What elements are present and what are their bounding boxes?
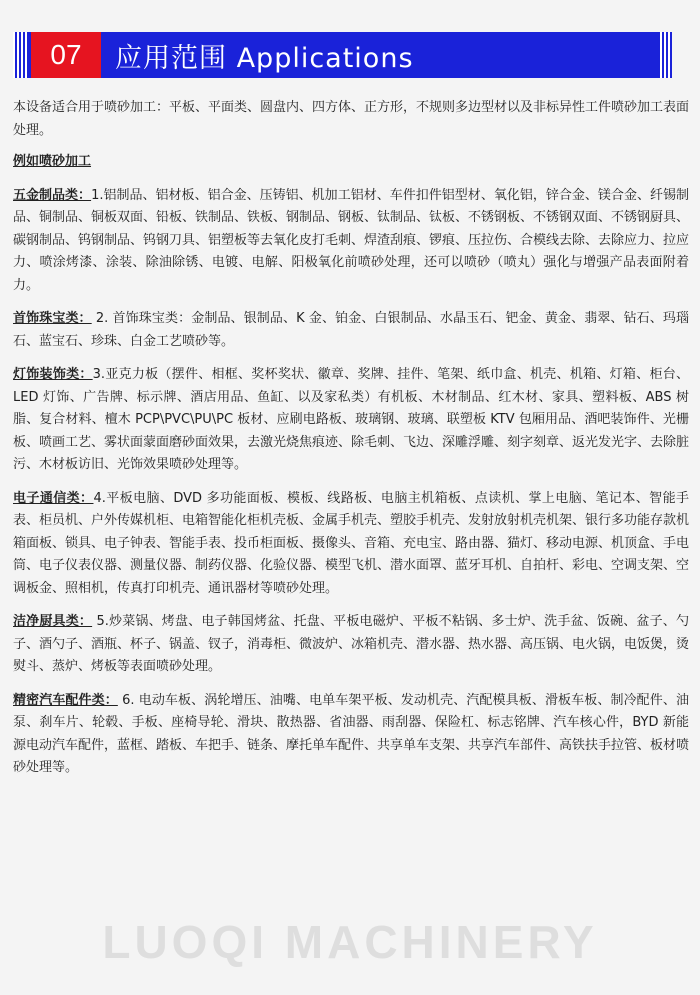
section-auto-parts — [13, 690, 689, 780]
section-hardware — [13, 185, 689, 298]
section-label: 洁净厨具类： — [13, 614, 93, 629]
section-header — [13, 32, 672, 78]
section-text: 5.炒菜锅、烤盘、电子韩国烤盆、托盘、平板电磁炉、平板不粘锅、多士炉、洗手盆、饭碗、盆子、勺子、酒勺子、酒瓶、杯子、锅盖、钗子，消毒柜、微波炉、冰箱机壳、潜水器、热水器、高压锅、电火锅，电饭煲，烫熨斗、蒸炉、烤板等表面喷砂处理。 — [13, 614, 690, 674]
section-label: 灯饰装饰类： — [13, 367, 93, 382]
section-text: 3.亚克力板（摆件、相框、奖杯奖状、徽章、奖牌、挂件、笔架、纸巾盒、机壳、机箱、灯箱、柜台、LED 灯饰、广告牌、标示牌、酒店用品、鱼缸、以及家私类）有机板、木材制品、红木材、家具、塑料板、ABS 树脂、复合材料、檀木 PCP\PVC\PU\PC 板材、应刷电路板、玻璃钢、玻璃、联塑板 KTV 包厢用品、酒吧装饰件、光栅板、喷画工艺、雾状面蒙面磨砂面效果，去激光烧焦痕迹、除毛刺、飞边、深雕浮雕、刻字刻章、返光发光字、去除脏污、木材板访旧、光饰效果喷砂处理等。 — [13, 367, 690, 472]
section-label: 精密汽车配件类： — [13, 692, 118, 708]
header-right-stripes — [658, 32, 672, 78]
section-label: 电子通信类： — [13, 490, 94, 506]
section-text: 1.铝制品、铝材板、铝合金、压铸铝、机加工铝材、车件扣件铝型材、氧化铝，锌合金、镁合金、纤锡制品、铜制品、铜板双面、铅板、铁制品、铁板、钢制品、钢板、钛制品、钛板、不锈钢板、不锈钢双面、不锈钢厨具、碳钢制品、钨钢制品、钨钢刀具、铝塑板等去氧化皮打毛刺、焊渣刮痕、锣痕、压拉伤、合模线去除、去除应力、拉应力、喷涂烤漆、涂装、除油除锈、电镀、电解、阳极氧化前喷砂处理，还可以喷砂（喷丸）强化与增强产品表面附着力。 — [13, 187, 690, 293]
header-left-stripes — [13, 32, 27, 78]
watermark-text: LUOQI MACHINERY — [102, 916, 598, 968]
section-number: 07 — [31, 32, 101, 78]
section-lighting-decor — [13, 364, 689, 477]
section-kitchenware — [13, 611, 689, 679]
section-electronics — [13, 488, 689, 601]
intro-paragraph: 本设备适合用于喷砂加工：平板、平面类、圆盘内、四方体、正方形，不规则多边型材以及非标异性工件喷砂加工表面处理。 — [13, 100, 690, 138]
section-text: 4.平板电脑、DVD 多功能面板、模板、线路板、电脑主机箱板、点读机、掌上电脑、笔记本、智能手表、柜员机、户外传媒机柜、电箱智能化柜机壳板、金属手机壳、塑胶手机壳、发射放射机壳机架、银行多功能存款机箱面板、锁具、电子钟表、智能手表、投币柜面板、摄像头、音箱、充电宝、路由器、猫灯、移动电源、机顶盒、手电筒、电子仪表仪器、测量仪器、制药仪器、化验仪器、模型飞机、潜水面罩、蓝牙耳机、自拍杆、彩电、空调支架、空调板金、照相机，传真打印机壳、通讯器材等喷砂处理。 — [13, 490, 690, 596]
examples-subtitle: 例如喷砂加工 — [13, 154, 92, 169]
section-text: 2. 首饰珠宝类：金制品、银制品、K 金、铂金、白银制品、水晶玉石、钯金、黄金、翡翠、钻石、玛瑙石、蓝宝石、珍珠、白金工艺喷砂等。 — [13, 311, 689, 349]
section-label: 首饰珠宝类： — [13, 311, 92, 326]
content-body — [13, 97, 689, 791]
section-text: 6. 电动车板、涡轮增压、油嘴、电单车架平板、发动机壳、汽配模具板、滑板车板、制冷配件、油泵、刹车片、轮毂、手板、座椅导轮、滑块、散热器、省油器、雨刮器、保险杠、标志铭牌、汽车核心件，BYD 新能源电动汽车配件，蓝框、踏板、车把手、链条、摩托单车配件、共享单车支架、共享汽车部件、高铁扶手拉管、板材喷砂处理等。 — [13, 692, 690, 775]
section-label: 五金制品类： — [13, 187, 92, 203]
section-jewelry — [13, 308, 689, 353]
section-title: 应用范围 Applications — [115, 42, 414, 74]
